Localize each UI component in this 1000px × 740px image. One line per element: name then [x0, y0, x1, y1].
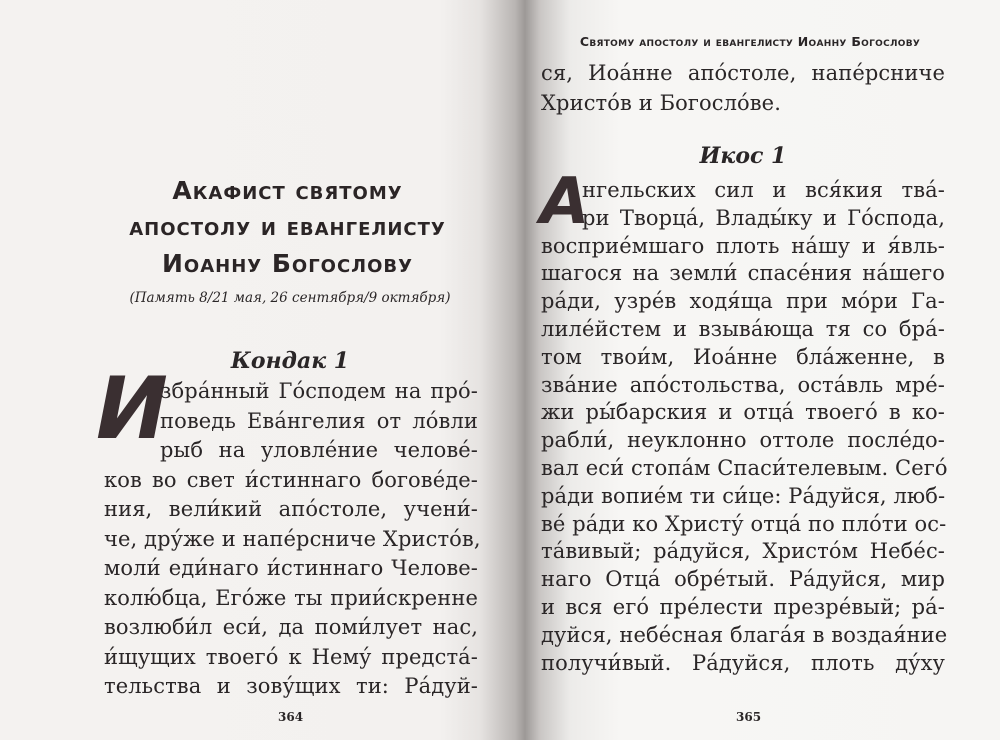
text-line: лиле́йстем и взыва́юща тя со бра́- [541, 317, 945, 341]
running-head: Святому апостолу и евангелисту Иоанну Богослову [579, 34, 921, 49]
text-line: ра́ди вопие́м ти си́це: Ра́дуйся, люб- [541, 483, 946, 508]
text-line: ся, Иоа́нне апо́столе, напе́рсниче [541, 61, 945, 85]
text-line: нгельских сил и вся́кия тва́- [582, 178, 945, 202]
commemoration-dates: (Память 8/21 мая, 26 сентября/9 октября) [129, 290, 451, 306]
text-line: и вся его́ пре́лести презре́вый; ра́- [541, 595, 945, 619]
text-line: ри Творца́, Влады́ку и Го́спода, [582, 205, 945, 230]
text-line: дуйся, небе́сная блага́я в воздая́ние [541, 622, 948, 647]
text-line: Христо́в и Богосло́ве. [541, 91, 781, 115]
kontakion-heading: Кондак 1 [230, 348, 350, 374]
page-number: 365 [736, 710, 762, 724]
text-line: получи́вый. Ра́дуйся, плоть ду́ху [541, 650, 945, 675]
text-line: рыб на уловле́ние челове́- [160, 438, 478, 462]
drop-cap: И [96, 359, 168, 459]
text-line: ве́ ра́ди ко Христу́ отца́ по пло́ти ос- [541, 511, 947, 536]
text-line: восприе́мшаго плоть на́шу и я́вль- [541, 233, 945, 258]
page-number: 364 [278, 710, 304, 724]
text-line: ра́ди, узре́в ходя́ща при мо́ри Га- [541, 289, 945, 314]
text-line: моли́ еди́наго и́стиннаго Челове- [104, 556, 478, 580]
text-line: вал еси́ стопа́м Спаси́телевым. Сего́ [541, 456, 948, 480]
text-line: че, дру́же и напе́рсниче Христо́в, [104, 526, 481, 551]
ikos-heading: Икос 1 [699, 143, 787, 169]
text-line: та́вивый; ра́дуйся, Христо́м Небе́с- [541, 539, 945, 564]
text-line: тельства и зову́щих ти: Ра́дуй- [104, 674, 478, 698]
text-line: зва́ние апо́стольства, оста́вль мре́- [541, 372, 945, 397]
text-line: и́щущих твоего́ к Нему́ предста́- [104, 644, 478, 669]
text-line: рабли́, неуклонно оттоле после́до- [541, 428, 945, 453]
text-line: том твои́м, Иоа́нне бла́женне, в [541, 344, 945, 369]
akathist-title-line-2: апостолу и евангелисту [129, 212, 446, 241]
text-line: збра́нный Го́сподем на про́- [160, 379, 478, 403]
text-line: жи ры́барския и отца́ твоего́ в ко- [541, 400, 945, 425]
drop-cap: А [540, 165, 590, 239]
text-line: поведь Ева́нгелия от ло́вли [160, 408, 478, 433]
text-line: возлюби́л еси́, да поми́лует нас, [104, 615, 478, 639]
text-line: колю́бца, Его́же ты прии́скренне [104, 585, 478, 610]
akathist-title-line-1: Акафист святому [172, 176, 403, 205]
text-line: ния, вели́кий апо́столе, учени́- [104, 497, 478, 521]
text-line: шагося на земли́ спасе́ния на́шего [541, 261, 945, 286]
text-line: наго Отца́ обре́тый. Ра́дуйся, мир [541, 567, 945, 592]
text-line: ков во свет и́стиннаго богове́де- [104, 467, 478, 492]
akathist-title-line-3: Иоанну Богослову [161, 249, 414, 278]
